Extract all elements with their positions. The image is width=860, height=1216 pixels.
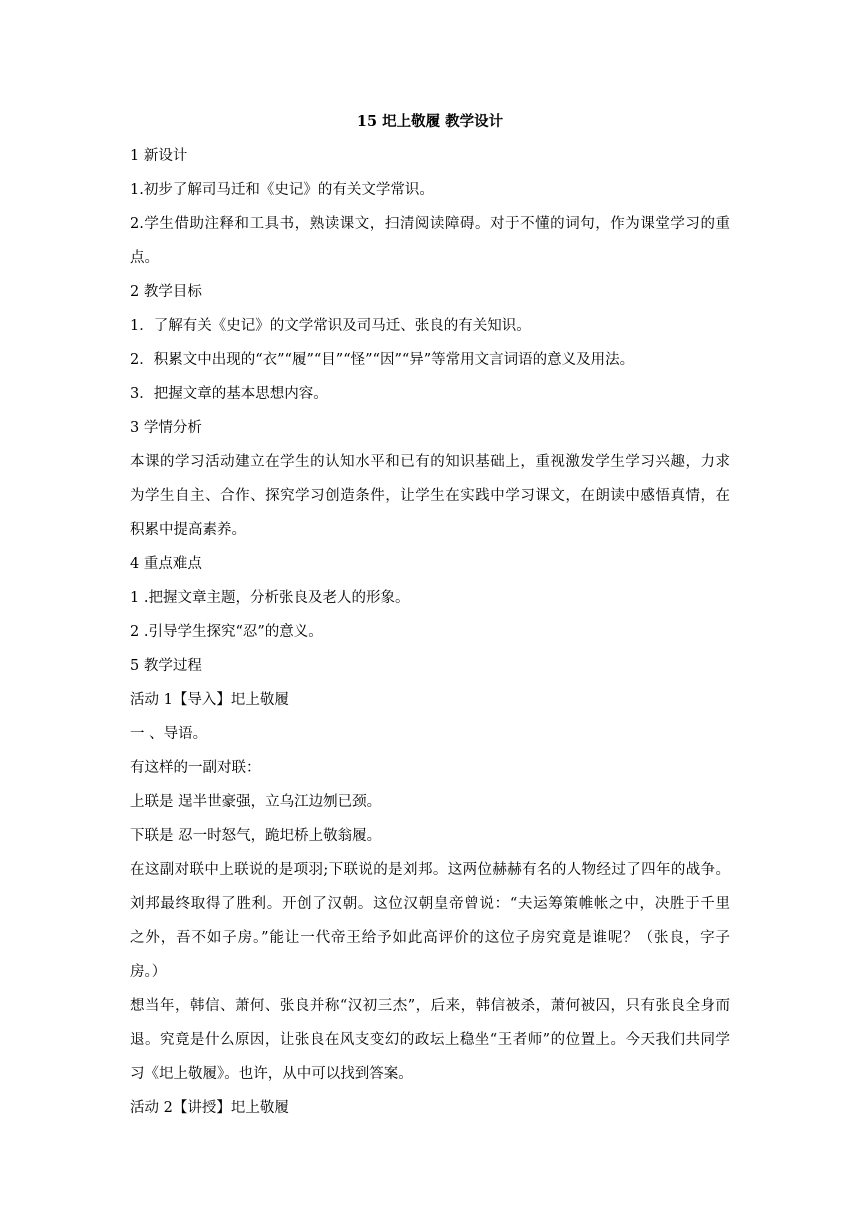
- paragraph-line: 1.初步了解司马迁和《史记》的有关文学常识。: [130, 182, 434, 198]
- paragraph-line: 有这样的一副对联：: [130, 760, 261, 776]
- paragraph-line: 想当年，韩信、萧何、张良并称“汉初三杰”，后来，韩信被杀，萧何被囚，只有张良全身而: [130, 998, 730, 1014]
- paragraph-line: 房。）: [130, 964, 167, 980]
- activity-heading: 活动 1【导入】圯上敬履: [130, 692, 289, 708]
- section-heading-teaching-process: 5 教学过程: [130, 658, 202, 674]
- paragraph-line: 为学生自主、合作、探究学习创造条件，让学生在实践中学习课文，在朗读中感悟真情，在: [130, 488, 730, 504]
- couplet-line: 上联是 逞半世豪强，立乌江边刎已颈。: [130, 794, 382, 810]
- paragraph-line: 刘邦最终取得了胜利。开创了汉朝。这位汉朝皇帝曾说：“夫运筹策帷帐之中，决胜于千里: [130, 896, 730, 912]
- list-item: 2 .引导学生探究“忍”的意义。: [130, 624, 323, 640]
- section-heading-new-design: 1 新设计: [130, 148, 188, 164]
- paragraph-line: 点。: [130, 250, 159, 266]
- couplet-line: 下联是 忍一时怒气，跪圯桥上敬翁履。: [130, 828, 382, 844]
- activity-heading: 活动 2【讲授】圯上敬履: [130, 1100, 289, 1116]
- paragraph-line: 退。究竟是什么原因，让张良在风支变幻的政坛上稳坐“王者师”的位置上。今天我们共同学: [130, 1032, 730, 1048]
- list-item: 1．了解有关《史记》的文学常识及司马迁、张良的有关知识。: [130, 318, 531, 334]
- section-heading-key-points: 4 重点难点: [130, 556, 202, 572]
- list-item: 3．把握文章的基本思想内容。: [130, 386, 328, 402]
- section-heading-learner-analysis: 3 学情分析: [130, 420, 202, 436]
- list-item: 1 .把握文章主题，分析张良及老人的形象。: [130, 590, 410, 606]
- paragraph-line: 2.学生借助注释和工具书，熟读课文，扫清阅读障碍。对于不懂的词句，作为课堂学习的重: [130, 216, 730, 232]
- paragraph-line: 本课的学习活动建立在学生的认知水平和已有的知识基础上，重视激发学生学习兴趣，力求: [130, 454, 730, 470]
- subheading: 一 、导语。: [130, 726, 208, 742]
- document-title: 15 圯上敬履 教学设计: [356, 113, 504, 130]
- paragraph-line: 在这副对联中上联说的是项羽;下联说的是刘邦。这两位赫赫有名的人物经过了四年的战争。: [130, 862, 730, 878]
- paragraph-line: 习《圯上敬履》。也许，从中可以找到答案。: [130, 1066, 413, 1082]
- paragraph-line: 之外，吾不如子房。”能让一代帝王给予如此高评价的这位子房究竟是谁呢？（张良，字子: [130, 930, 730, 946]
- paragraph-line: 积累中提高素养。: [130, 522, 246, 538]
- list-item: 2．积累文中出现的“衣”“履”“目”“怪”“因”“异”等常用文言词语的意义及用法。: [130, 352, 635, 368]
- section-heading-teaching-goals: 2 教学目标: [130, 284, 202, 300]
